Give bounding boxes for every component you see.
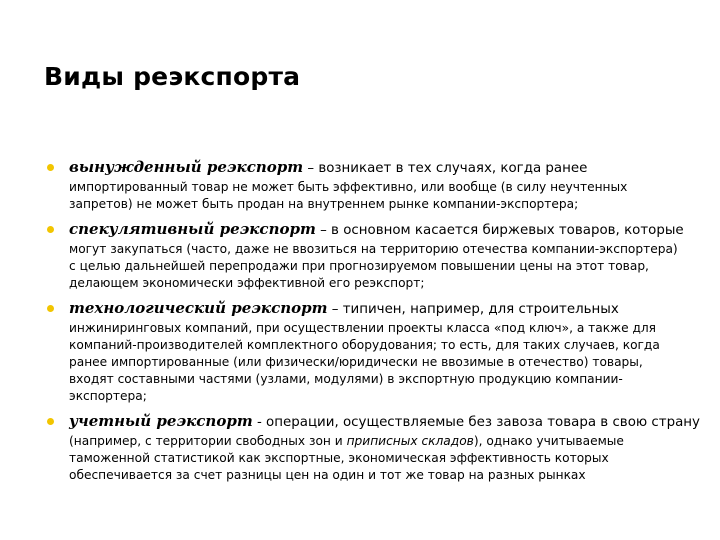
item-text-part: ), однако учитываемые таможенной статистикой как экспортные, экономическая эффективность которых обеспечивается за счет разницы цен на один и тот же товар на разных рынках — [69, 434, 624, 482]
item-description: – в основном касается биржевых товаров, которые — [315, 223, 684, 238]
item-description-continued: инжиниринговых компаний, при осуществлении проекты класса «под ключ», а также для компаний-производителей комплектного оборудования; то есть, для таких случаев, когда ранее импортированные (или физически/юридически не ввозимые в отечество) товары, входят составными частями (узлами, модулями) в экспортную продукцию компании-экспортера; — [69, 321, 660, 403]
item-term: учетный реэкспорт — [69, 412, 253, 430]
item-first-line — [69, 219, 684, 241]
bullet-list — [44, 157, 700, 490]
item-term: спекулятивный реэкспорт — [69, 220, 316, 238]
item-description: – возникает в тех случаях, когда ранее — [303, 161, 588, 176]
item-description-continued: могут закупаться (часто, даже не ввозиться на территорию отечества компании-экспортера) с целью дальнейшей перепродажи при прогнозируемом повышении цены на этот товар, делающем экономически эффективной его реэкспорт; — [69, 242, 678, 290]
list-item-technological — [44, 298, 684, 405]
item-text-emphasis: приписных складов — [346, 434, 474, 448]
list-item-speculative — [44, 219, 684, 292]
bullet-dot-icon — [47, 164, 54, 171]
item-description: - операции, осуществляемые без завоза товара в свою страну — [252, 415, 700, 430]
bullet-dot-icon — [47, 418, 54, 425]
item-description-continued — [69, 433, 684, 484]
item-first-line — [69, 411, 700, 433]
item-description-continued: импортированный товар не может быть эффективно, или вообще (в силу неучтенных запретов) не может быть продан на внутреннем рынке компании-экспортера; — [69, 180, 628, 211]
bullet-dot-icon — [47, 226, 54, 233]
bullet-dot-icon — [47, 305, 54, 312]
item-term: технологический реэкспорт — [69, 299, 328, 317]
list-item-accounting — [44, 411, 700, 484]
item-description: – типичен, например, для строительных — [327, 302, 619, 317]
item-first-line — [69, 298, 684, 320]
item-text-part: (например, с территории свободных зон и — [69, 434, 347, 448]
item-first-line — [69, 157, 684, 179]
item-term: вынужденный реэкспорт — [69, 158, 304, 176]
slide-title: Виды реэкспорта — [44, 62, 301, 91]
list-item-forced — [44, 157, 684, 213]
